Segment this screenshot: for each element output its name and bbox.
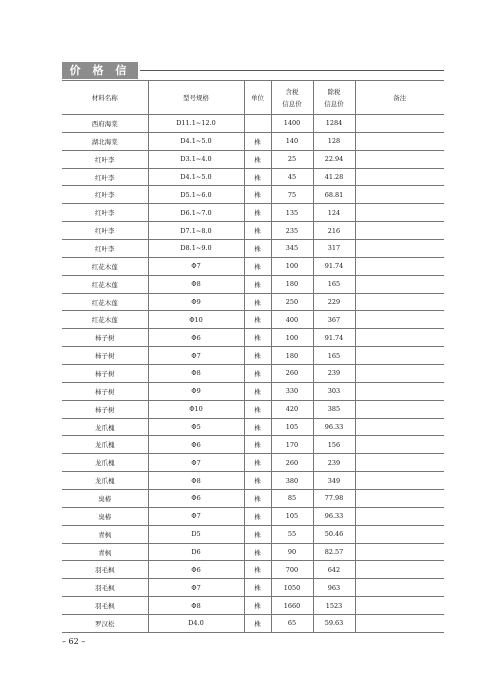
section-title: 价 格 信 息 <box>62 62 138 79</box>
cell-note <box>355 365 444 383</box>
cell-material-name: 柿子树 <box>62 365 148 383</box>
cell-material-name: 龙爪槐 <box>62 418 148 436</box>
cell-note <box>355 579 444 597</box>
cell-material-name: 红花木莲 <box>62 311 148 329</box>
cell-unit: 株 <box>244 579 271 597</box>
cell-tax-included-price: 65 <box>271 615 313 633</box>
cell-note <box>355 240 444 258</box>
cell-unit: 株 <box>244 561 271 579</box>
header-tax-excluded-line1: 除税 <box>327 87 341 96</box>
cell-spec: Φ8 <box>148 365 244 383</box>
cell-tax-included-price: 55 <box>271 525 313 543</box>
cell-material-name: 罗汉松 <box>62 615 148 633</box>
cell-unit: 株 <box>244 168 271 186</box>
table-row <box>62 418 444 436</box>
cell-unit: 株 <box>244 222 271 240</box>
cell-material-name: 羽毛枫 <box>62 561 148 579</box>
cell-tax-included-price: 330 <box>271 382 313 400</box>
cell-unit: 株 <box>244 525 271 543</box>
cell-tax-included-price: 105 <box>271 418 313 436</box>
table-row <box>62 257 444 275</box>
cell-material-name: 羽毛枫 <box>62 579 148 597</box>
cell-note <box>355 472 444 490</box>
cell-spec: Φ5 <box>148 418 244 436</box>
cell-note <box>355 597 444 615</box>
cell-spec: Φ7 <box>148 579 244 597</box>
cell-note <box>355 168 444 186</box>
cell-tax-excluded-price: 91.74 <box>313 257 355 275</box>
table-row <box>62 436 444 454</box>
cell-note <box>355 418 444 436</box>
cell-note <box>355 257 444 275</box>
cell-note <box>355 347 444 365</box>
cell-unit: 株 <box>244 347 271 365</box>
cell-tax-included-price: 75 <box>271 186 313 204</box>
cell-material-name: 柿子树 <box>62 329 148 347</box>
cell-note <box>355 561 444 579</box>
table-row <box>62 472 444 490</box>
cell-tax-excluded-price: 1523 <box>313 597 355 615</box>
cell-tax-included-price: 345 <box>271 240 313 258</box>
cell-unit <box>244 115 271 133</box>
table-row <box>62 543 444 561</box>
cell-tax-included-price: 45 <box>271 168 313 186</box>
table-row <box>62 311 444 329</box>
table-row <box>62 382 444 400</box>
cell-material-name: 红叶李 <box>62 222 148 240</box>
cell-note <box>355 275 444 293</box>
cell-unit: 株 <box>244 365 271 383</box>
cell-spec: Φ6 <box>148 490 244 508</box>
cell-tax-included-price: 235 <box>271 222 313 240</box>
table-row <box>62 400 444 418</box>
cell-tax-included-price: 25 <box>271 150 313 168</box>
cell-material-name: 红叶李 <box>62 204 148 222</box>
cell-unit: 株 <box>244 543 271 561</box>
table-row <box>62 150 444 168</box>
table-row <box>62 597 444 615</box>
cell-spec: Φ6 <box>148 329 244 347</box>
cell-tax-included-price: 400 <box>271 311 313 329</box>
header-spec: 型号规格 <box>148 81 244 115</box>
cell-material-name: 红花木莲 <box>62 257 148 275</box>
cell-tax-included-price: 105 <box>271 507 313 525</box>
header-material-name: 材料名称 <box>62 81 148 115</box>
cell-spec: Φ6 <box>148 436 244 454</box>
cell-material-name: 龙爪槐 <box>62 472 148 490</box>
cell-note <box>355 293 444 311</box>
table-row <box>62 329 444 347</box>
table-row <box>62 490 444 508</box>
cell-tax-included-price: 420 <box>271 400 313 418</box>
cell-material-name: 红叶李 <box>62 150 148 168</box>
cell-tax-excluded-price: 96.33 <box>313 418 355 436</box>
table-row <box>62 275 444 293</box>
table-row <box>62 132 444 150</box>
cell-unit: 株 <box>244 382 271 400</box>
cell-unit: 株 <box>244 507 271 525</box>
cell-material-name: 青枫 <box>62 525 148 543</box>
cell-note <box>355 186 444 204</box>
cell-tax-included-price: 380 <box>271 472 313 490</box>
cell-unit: 株 <box>244 615 271 633</box>
table-row <box>62 507 444 525</box>
cell-spec: Φ9 <box>148 382 244 400</box>
cell-spec: Φ10 <box>148 311 244 329</box>
cell-note <box>355 507 444 525</box>
cell-tax-excluded-price: 124 <box>313 204 355 222</box>
cell-unit: 株 <box>244 454 271 472</box>
table-row <box>62 525 444 543</box>
cell-note <box>355 400 444 418</box>
cell-note <box>355 525 444 543</box>
cell-unit: 株 <box>244 240 271 258</box>
cell-unit: 株 <box>244 293 271 311</box>
cell-tax-excluded-price: 77.98 <box>313 490 355 508</box>
cell-unit: 株 <box>244 472 271 490</box>
cell-spec: Φ7 <box>148 507 244 525</box>
cell-tax-excluded-price: 165 <box>313 275 355 293</box>
cell-tax-excluded-price: 963 <box>313 579 355 597</box>
cell-tax-excluded-price: 68.81 <box>313 186 355 204</box>
cell-tax-excluded-price: 91.74 <box>313 329 355 347</box>
cell-tax-excluded-price: 156 <box>313 436 355 454</box>
cell-tax-included-price: 85 <box>271 490 313 508</box>
cell-tax-included-price: 100 <box>271 329 313 347</box>
cell-spec: D7.1~8.0 <box>148 222 244 240</box>
cell-note <box>355 115 444 133</box>
table-header-row <box>62 81 444 115</box>
cell-unit: 株 <box>244 597 271 615</box>
cell-tax-excluded-price: 128 <box>313 132 355 150</box>
table-row <box>62 186 444 204</box>
cell-material-name: 红叶李 <box>62 240 148 258</box>
cell-material-name: 湖北海棠 <box>62 132 148 150</box>
cell-material-name: 臭椿 <box>62 507 148 525</box>
table-row <box>62 365 444 383</box>
cell-tax-excluded-price: 317 <box>313 240 355 258</box>
header-tax-excluded-price <box>313 81 355 115</box>
cell-tax-excluded-price: 239 <box>313 454 355 472</box>
cell-tax-included-price: 170 <box>271 436 313 454</box>
cell-spec: D4.0 <box>148 615 244 633</box>
table-row <box>62 204 444 222</box>
cell-tax-excluded-price: 385 <box>313 400 355 418</box>
cell-spec: D6.1~7.0 <box>148 204 244 222</box>
section-title-rule <box>140 70 444 71</box>
cell-tax-excluded-price: 642 <box>313 561 355 579</box>
cell-tax-included-price: 180 <box>271 347 313 365</box>
cell-unit: 株 <box>244 418 271 436</box>
cell-note <box>355 454 444 472</box>
cell-unit: 株 <box>244 132 271 150</box>
cell-material-name: 红叶李 <box>62 168 148 186</box>
table-body <box>62 115 444 633</box>
cell-spec: Φ7 <box>148 454 244 472</box>
cell-tax-included-price: 1660 <box>271 597 313 615</box>
cell-note <box>355 204 444 222</box>
table-row <box>62 561 444 579</box>
cell-tax-excluded-price: 96.33 <box>313 507 355 525</box>
cell-spec: Φ6 <box>148 561 244 579</box>
cell-unit: 株 <box>244 186 271 204</box>
cell-note <box>355 132 444 150</box>
cell-tax-included-price: 250 <box>271 293 313 311</box>
table-row <box>62 615 444 633</box>
cell-material-name: 臭椿 <box>62 490 148 508</box>
cell-tax-included-price: 1400 <box>271 115 313 133</box>
cell-spec: Φ9 <box>148 293 244 311</box>
cell-unit: 株 <box>244 275 271 293</box>
cell-spec: Φ10 <box>148 400 244 418</box>
cell-note <box>355 150 444 168</box>
table-row <box>62 347 444 365</box>
cell-note <box>355 329 444 347</box>
cell-tax-included-price: 100 <box>271 257 313 275</box>
header-tax-included-line1: 含税 <box>285 87 299 96</box>
cell-tax-excluded-price: 367 <box>313 311 355 329</box>
cell-tax-included-price: 90 <box>271 543 313 561</box>
cell-material-name: 红花木莲 <box>62 293 148 311</box>
cell-material-name: 羽毛枫 <box>62 597 148 615</box>
cell-material-name: 红叶李 <box>62 186 148 204</box>
cell-unit: 株 <box>244 490 271 508</box>
header-tax-included-price <box>271 81 313 115</box>
cell-spec: D5 <box>148 525 244 543</box>
cell-spec: Φ8 <box>148 472 244 490</box>
header-tax-excluded-line2: 信息价 <box>324 99 344 108</box>
table-row <box>62 240 444 258</box>
cell-tax-included-price: 700 <box>271 561 313 579</box>
cell-spec: D4.1~5.0 <box>148 132 244 150</box>
cell-unit: 株 <box>244 400 271 418</box>
table-row <box>62 115 444 133</box>
cell-note <box>355 311 444 329</box>
cell-spec: D8.1~9.0 <box>148 240 244 258</box>
cell-spec: D11.1~12.0 <box>148 115 244 133</box>
table-row <box>62 454 444 472</box>
header-unit: 单位 <box>244 81 271 115</box>
cell-spec: D6 <box>148 543 244 561</box>
cell-spec: Φ8 <box>148 597 244 615</box>
table-row <box>62 168 444 186</box>
cell-tax-excluded-price: 22.94 <box>313 150 355 168</box>
cell-tax-excluded-price: 1284 <box>313 115 355 133</box>
cell-note <box>355 543 444 561</box>
table-row <box>62 222 444 240</box>
cell-note <box>355 382 444 400</box>
header-note: 备注 <box>355 81 444 115</box>
cell-spec: Φ8 <box>148 275 244 293</box>
cell-unit: 株 <box>244 311 271 329</box>
cell-material-name: 龙爪槐 <box>62 436 148 454</box>
cell-note <box>355 222 444 240</box>
cell-tax-excluded-price: 82.57 <box>313 543 355 561</box>
cell-note <box>355 436 444 454</box>
cell-material-name: 青枫 <box>62 543 148 561</box>
cell-spec: D3.1~4.0 <box>148 150 244 168</box>
cell-note <box>355 615 444 633</box>
cell-tax-excluded-price: 239 <box>313 365 355 383</box>
cell-tax-excluded-price: 50.46 <box>313 525 355 543</box>
cell-unit: 株 <box>244 436 271 454</box>
cell-spec: D5.1~6.0 <box>148 186 244 204</box>
cell-material-name: 柿子树 <box>62 400 148 418</box>
cell-tax-included-price: 180 <box>271 275 313 293</box>
cell-tax-excluded-price: 59.63 <box>313 615 355 633</box>
cell-material-name: 西府海棠 <box>62 115 148 133</box>
cell-spec: D4.1~5.0 <box>148 168 244 186</box>
cell-tax-excluded-price: 165 <box>313 347 355 365</box>
cell-material-name: 柿子树 <box>62 347 148 365</box>
cell-tax-excluded-price: 41.28 <box>313 168 355 186</box>
cell-tax-included-price: 140 <box>271 132 313 150</box>
cell-material-name: 红花木莲 <box>62 275 148 293</box>
cell-spec: Φ7 <box>148 257 244 275</box>
cell-tax-included-price: 1050 <box>271 579 313 597</box>
table-row <box>62 293 444 311</box>
cell-tax-excluded-price: 349 <box>313 472 355 490</box>
cell-material-name: 龙爪槐 <box>62 454 148 472</box>
cell-unit: 株 <box>244 150 271 168</box>
cell-unit: 株 <box>244 329 271 347</box>
page-number: – 62 – <box>62 637 86 646</box>
cell-tax-excluded-price: 229 <box>313 293 355 311</box>
header-tax-included-line2: 信息价 <box>282 99 302 108</box>
cell-tax-included-price: 260 <box>271 454 313 472</box>
cell-tax-excluded-price: 216 <box>313 222 355 240</box>
price-table <box>62 80 444 633</box>
cell-unit: 株 <box>244 257 271 275</box>
cell-tax-excluded-price: 303 <box>313 382 355 400</box>
cell-material-name: 柿子树 <box>62 382 148 400</box>
cell-note <box>355 490 444 508</box>
table-row <box>62 579 444 597</box>
cell-unit: 株 <box>244 204 271 222</box>
cell-tax-included-price: 135 <box>271 204 313 222</box>
cell-spec: Φ7 <box>148 347 244 365</box>
cell-tax-included-price: 260 <box>271 365 313 383</box>
